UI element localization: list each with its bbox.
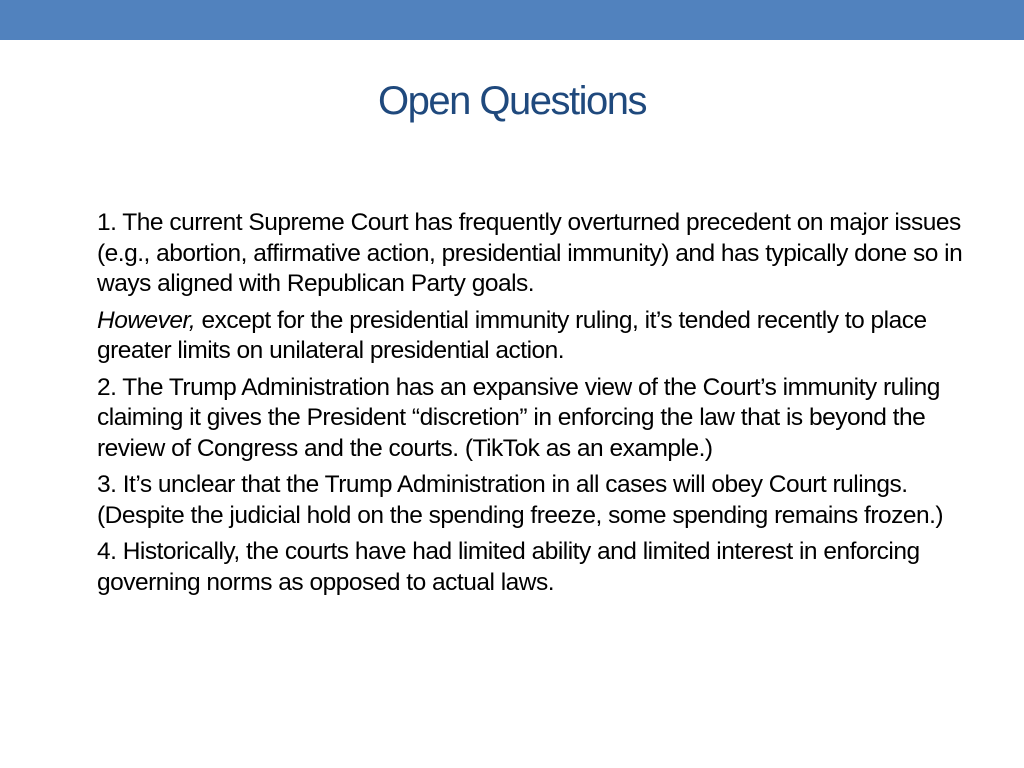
- slide-title: Open Questions: [377, 79, 647, 123]
- paragraph-however: [97, 306, 967, 367]
- paragraph-2: 2. The Trump Administration has an expansive view of the Court’s immunity ruling claiming it gives the President “discretion” in enforcing the law that is beyond the review of Congress and the courts. (TikTok as an example.): [97, 373, 940, 462]
- paragraph-3: 3. It’s unclear that the Trump Administration in all cases will obey Court rulings. (Despite the judicial hold on the spending freeze, some spending remains frozen.): [97, 471, 944, 529]
- paragraph-1: 1. The current Supreme Court has frequently overturned precedent on major issues (e.g., abortion, affirmative action, presidential immunity) and has typically done so in ways aligned with Republican Party goals.: [97, 209, 963, 297]
- top-accent-bar: [0, 0, 1024, 40]
- however-text: except for the presidential immunity ruling, it’s tended recently to place greater limits on unilateral presidential action.: [97, 306, 927, 364]
- paragraph-4: 4. Historically, the courts have had limited ability and limited interest in enforcing governing norms as opposed to actual laws.: [97, 538, 920, 596]
- however-italic-lead: However,: [97, 306, 196, 334]
- slide-body: [97, 208, 967, 604]
